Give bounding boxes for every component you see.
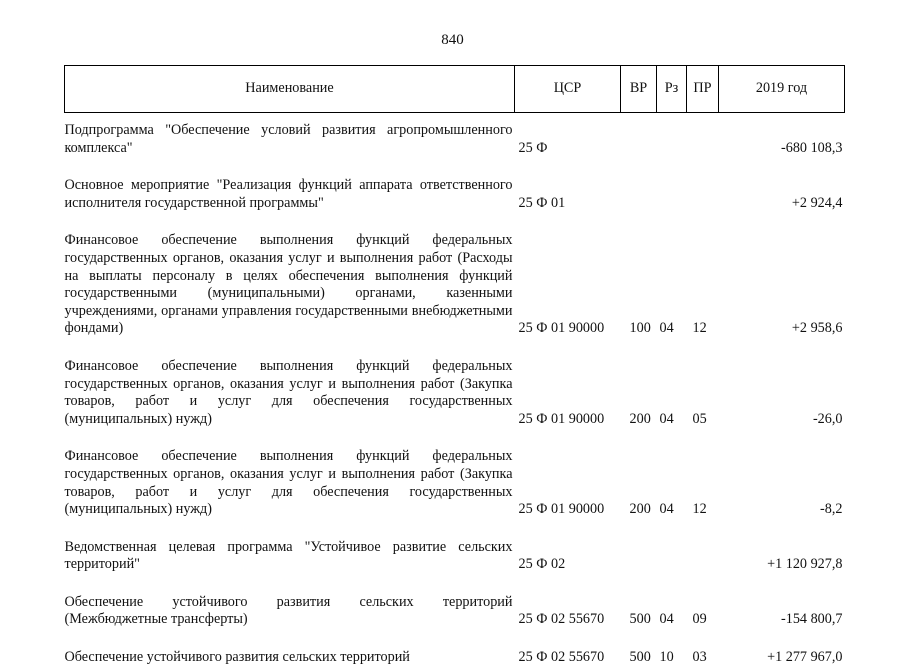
row-rz: 04 bbox=[659, 410, 674, 427]
row-vr: 500 bbox=[629, 649, 651, 666]
row-name: Обеспечение устойчивого развития сельских территорий bbox=[64, 649, 410, 666]
row-csr: 25 Ф 01 bbox=[518, 194, 566, 211]
row-pr bbox=[687, 539, 719, 574]
row-amount: -680 108,3 bbox=[781, 139, 843, 156]
row-vr bbox=[621, 177, 657, 212]
row-vr: 200 bbox=[629, 410, 651, 427]
row-rz: 04 bbox=[659, 611, 674, 628]
row-name: Финансовое обеспечение выполнения функций федеральных государственных органов, оказания услуг и выполнения работ (Закупка товаров, работ и услуг для обеспечения государственных (муниципальных) нужд) bbox=[64, 357, 513, 427]
header-name: Наименование bbox=[65, 66, 515, 113]
header-year: 2019 год bbox=[719, 66, 845, 113]
table-row bbox=[65, 232, 845, 338]
row-pr bbox=[687, 122, 719, 157]
row-name: Финансовое обеспечение выполнения функций федеральных государственных органов, оказания услуг и выполнения работ (Закупка товаров, работ и услуг для обеспечения государственных (муниципальных) нужд) bbox=[64, 448, 513, 518]
row-rz: 10 bbox=[659, 649, 674, 666]
row-vr bbox=[621, 122, 657, 157]
page-number: 840 bbox=[441, 32, 464, 48]
table-row bbox=[65, 448, 845, 518]
header-vr: ВР bbox=[621, 66, 657, 113]
row-csr: 25 Ф 01 90000 bbox=[518, 320, 605, 337]
row-vr: 100 bbox=[629, 320, 651, 337]
row-pr: 12 bbox=[692, 320, 707, 337]
row-amount: -26,0 bbox=[812, 410, 843, 427]
row-amount: +1 120 927,8 bbox=[767, 556, 843, 573]
row-csr: 25 Ф bbox=[518, 139, 548, 156]
row-pr: 12 bbox=[692, 501, 707, 518]
row-amount: +2 924,4 bbox=[791, 194, 843, 211]
row-csr: 25 Ф 02 55670 bbox=[518, 649, 605, 666]
row-name: Ведомственная целевая программа "Устойчивое развитие сельских территорий" bbox=[64, 538, 513, 573]
row-vr: 500 bbox=[629, 611, 651, 628]
table-row bbox=[65, 177, 845, 212]
row-rz: 04 bbox=[659, 501, 674, 518]
row-rz bbox=[657, 122, 687, 157]
row-pr: 03 bbox=[692, 649, 707, 666]
row-vr bbox=[621, 539, 657, 574]
row-csr: 25 Ф 01 90000 bbox=[518, 410, 605, 427]
row-csr: 25 Ф 02 55670 bbox=[518, 611, 605, 628]
row-name: Подпрограмма "Обеспечение условий развития агропромышленного комплекса" bbox=[64, 122, 513, 156]
row-name: Обеспечение устойчивого развития сельских территорий (Межбюджетные трансферты) bbox=[64, 593, 513, 628]
row-rz: 04 bbox=[659, 320, 674, 337]
table-row bbox=[65, 122, 845, 157]
row-vr: 200 bbox=[629, 501, 651, 518]
header-csr: ЦСР bbox=[515, 66, 621, 113]
row-amount: +2 958,6 bbox=[791, 320, 843, 337]
row-csr: 25 Ф 01 90000 bbox=[518, 501, 605, 518]
row-pr: 09 bbox=[692, 611, 707, 628]
table-row bbox=[65, 594, 845, 629]
header-rz: Рз bbox=[657, 66, 687, 113]
row-rz bbox=[657, 539, 687, 574]
row-name: Финансовое обеспечение выполнения функций федеральных государственных органов, оказания услуг и выполнения работ (Расходы на выплаты персоналу в целях обеспечения выполнения функций государственными (муниципальными) органами, казенными учреждениями, органами управления государственными внебюджетными фондами) bbox=[64, 232, 513, 337]
row-rz bbox=[657, 177, 687, 212]
row-pr: 05 bbox=[692, 410, 707, 427]
row-amount: -154 800,7 bbox=[781, 611, 843, 628]
row-name: Основное мероприятие "Реализация функций аппарата ответственного исполнителя государственной программы" bbox=[64, 177, 513, 211]
row-amount: +1 277 967,0 bbox=[767, 649, 843, 666]
table-header bbox=[65, 66, 845, 113]
budget-table bbox=[64, 65, 845, 667]
table-row bbox=[65, 649, 845, 667]
table-row bbox=[65, 358, 845, 428]
row-csr: 25 Ф 02 bbox=[518, 556, 566, 573]
header-pr: ПР bbox=[687, 66, 719, 113]
row-amount: -8,2 bbox=[820, 501, 843, 518]
table-row bbox=[65, 539, 845, 574]
row-pr bbox=[687, 177, 719, 212]
